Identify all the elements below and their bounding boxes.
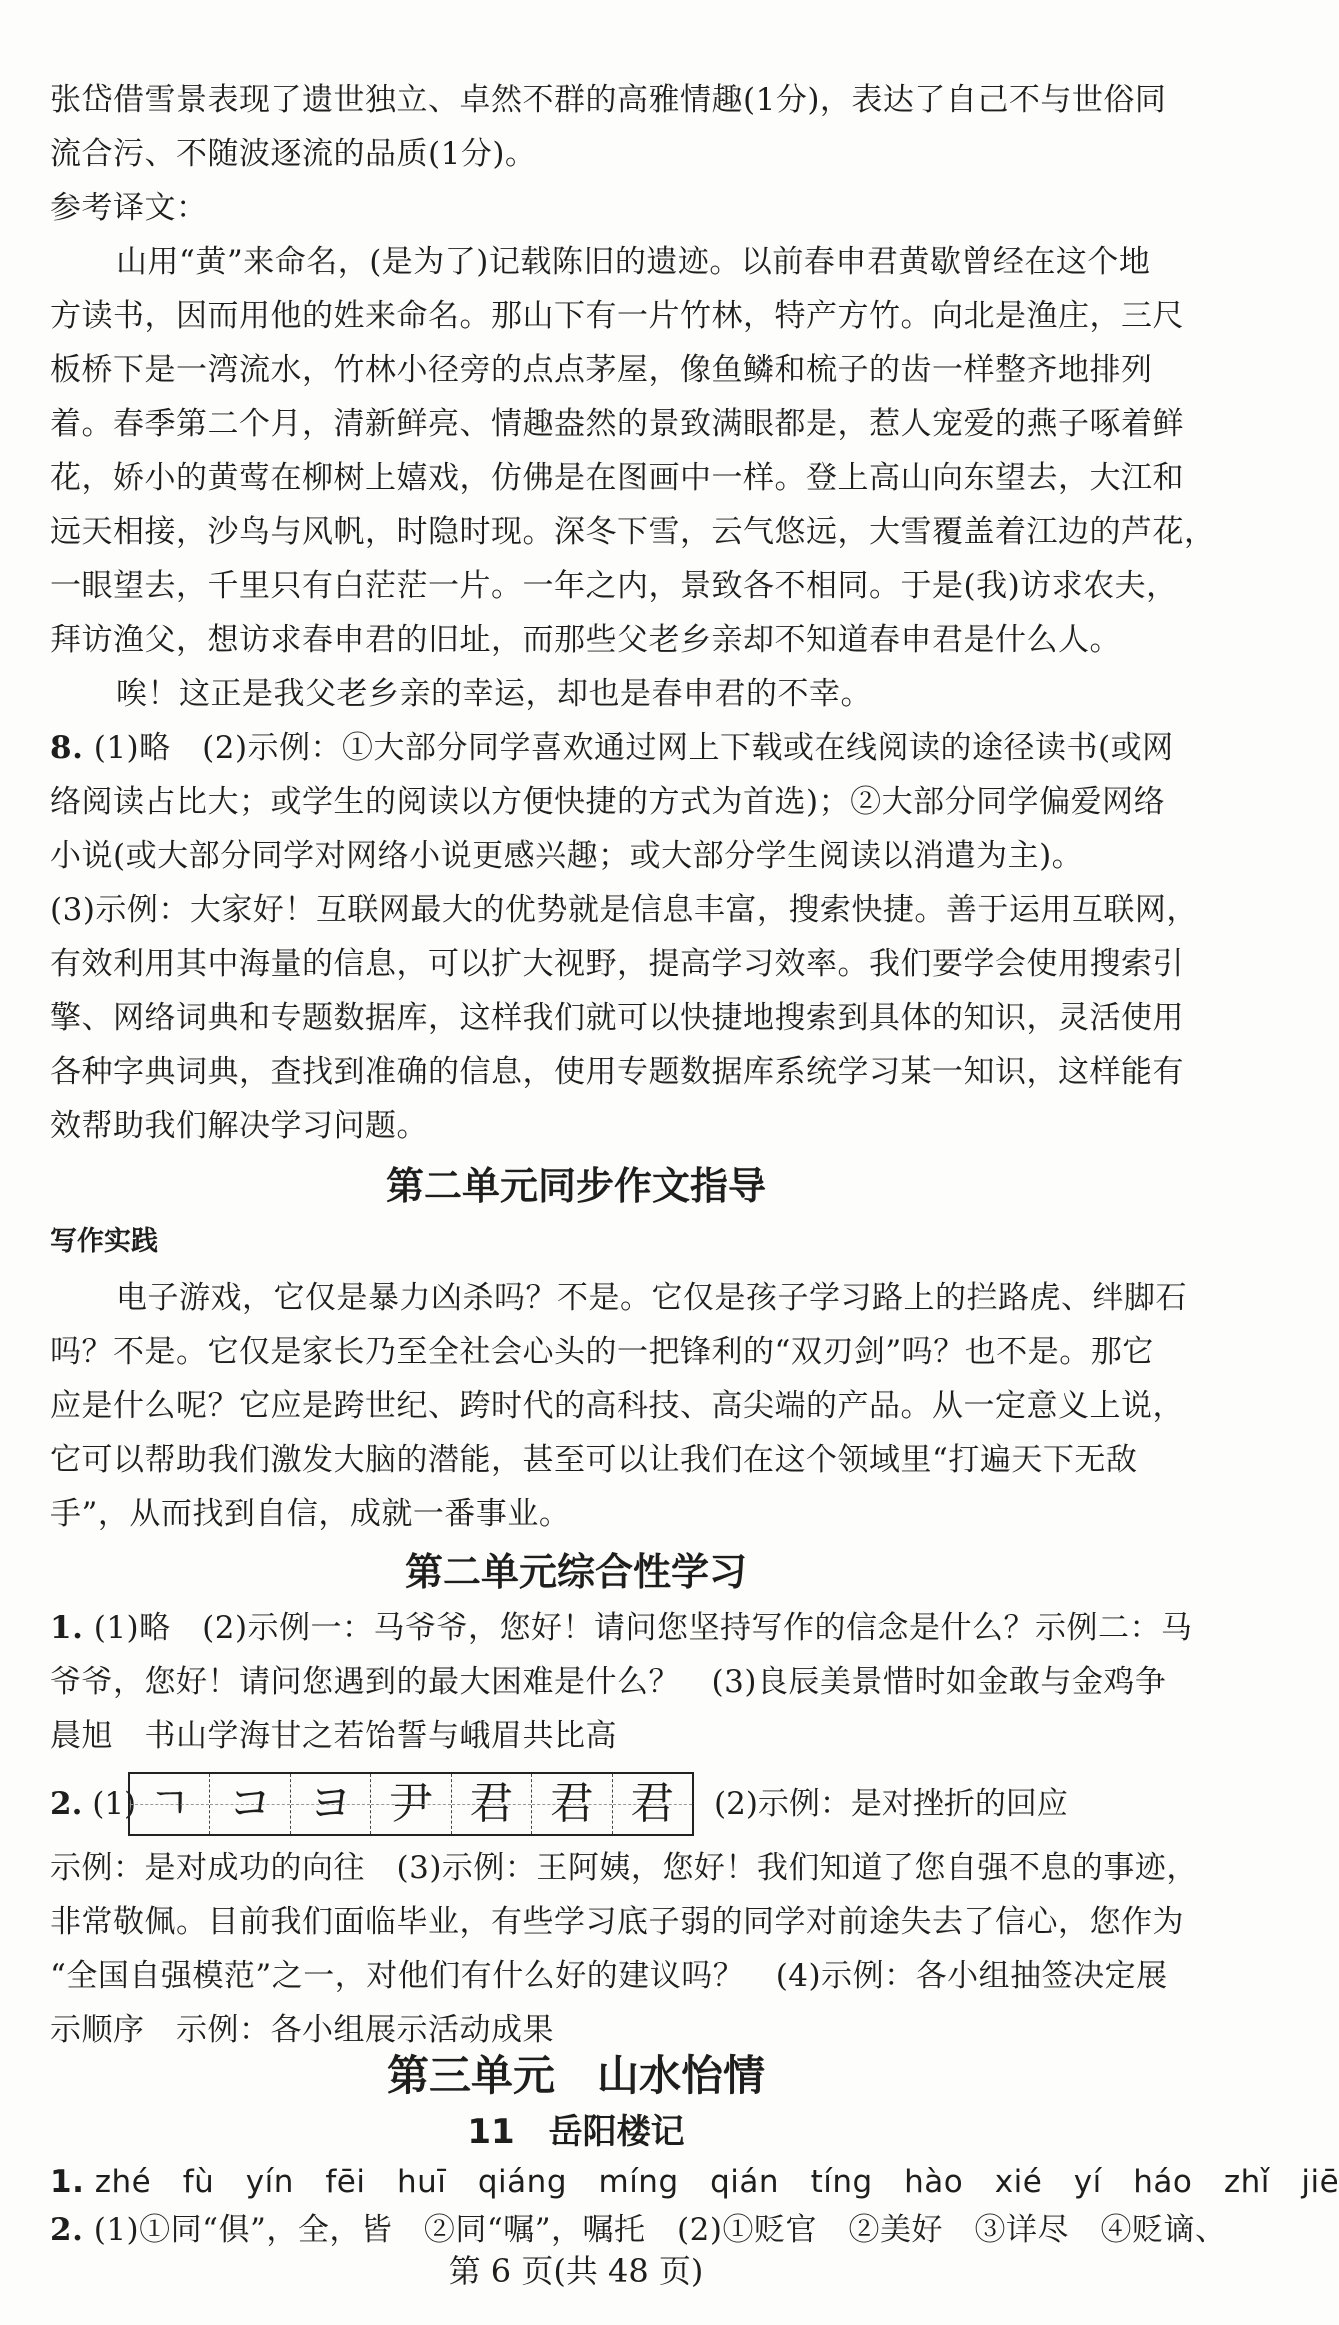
text-line: 擎、网络词典和专题数据库，这样我们就可以快捷地搜索到具体的知识，灵活使用 [50, 1000, 1184, 1036]
pinyin-line: zhé fù yín fēi huī qiáng míng qián tíng hào xié yí háo zhǐ jiē [94, 2164, 1339, 2200]
text-line: 示顺序 示例：各小组展示活动成果 [50, 2012, 554, 2048]
answer-item-8 [50, 726, 1174, 770]
text-line: 晨旭 书山学海甘之若饴誓与峨眉共比高 [50, 1718, 617, 1754]
text-line: 流合污、不随波逐流的品质(1分)。 [50, 136, 537, 172]
text-line: 花，娇小的黄莺在柳树上嬉戏，仿佛是在图画中一样。登上高山向东望去，大江和 [50, 460, 1184, 496]
text-line: (1)①同“俱”，全，皆 ②同“嘱”，嘱托 (2)①贬官 ②美好 ③详尽 ④贬谪、 [93, 2212, 1227, 2248]
text-line: (1)略 (2)示例：①大部分同学喜欢通过网上下载或在线阅读的途径读书(或网 [93, 730, 1174, 766]
text-line: 络阅读占比大；或学生的阅读以方便快捷的方式为首选)；②大部分同学偏爱网络 [50, 784, 1166, 820]
text-line: 它可以帮助我们激发大脑的潜能，甚至可以让我们在这个领域里“打遍天下无敌 [50, 1442, 1138, 1478]
text-line: “全国自强模范”之一，对他们有什么好的建议吗？ (4)示例：各小组抽签决定展 [50, 1958, 1168, 1994]
grid-cell: 君 [532, 1774, 612, 1834]
grid-label [50, 1782, 136, 1826]
text-line: 参考译文： [50, 190, 208, 226]
grid-cell: 尹 [371, 1774, 451, 1834]
text-line: (1)略 (2)示例一：马爷爷，您好！请问您坚持写作的信念是什么？示例二：马 [93, 1610, 1193, 1646]
unit-title: 第三单元 山水怡情 [386, 2051, 765, 2100]
answer-item-1-pinyin [50, 2160, 1339, 2204]
page-footer: 第 6 页(共 48 页) [448, 2252, 704, 2290]
item-number: 1. [50, 1610, 84, 1646]
text-line: 吗？不是。它仅是家长乃至全社会心头的一把锋利的“双刃剑”吗？也不是。那它 [50, 1334, 1154, 1370]
lesson-title: 11 岳阳楼记 [467, 2112, 685, 2152]
text-line: 有效利用其中海量的信息，可以扩大视野，提高学习效率。我们要学会使用搜索引 [50, 946, 1184, 982]
text-line: 一眼望去，千里只有白茫茫一片。一年之内，景致各不相同。于是(我)访求农夫， [50, 568, 1178, 604]
item-number: 2. [50, 1786, 83, 1822]
section-title: 第二单元同步作文指导 [385, 1164, 766, 1208]
text-line: 手”，从而找到自信，成就一番事业。 [50, 1496, 571, 1532]
text-line: 非常敬佩。目前我们面临毕业，有些学习底子弱的同学对前途失去了信心，您作为 [50, 1904, 1184, 1940]
text-line: 着。春季第二个月，清新鲜亮、情趣盎然的景致满眼都是，惹人宠爱的燕子啄着鲜 [50, 406, 1184, 442]
text-line: 小说(或大部分同学对网络小说更感兴趣；或大部分学生阅读以消遣为主)。 [50, 838, 1084, 874]
section-title: 第二单元综合性学习 [404, 1550, 747, 1594]
text-line: 爷爷，您好！请问您遇到的最大困难是什么？ (3)良辰美景惜时如金敢与金鸡争 [50, 1664, 1167, 1700]
text-line: 唉！这正是我父老乡亲的幸运，却也是春申君的不幸。 [116, 676, 872, 712]
text-line: 板桥下是一湾流水，竹林小径旁的点点茅屋，像鱼鳞和梳子的齿一样整齐地排列 [50, 352, 1153, 388]
grid-cell: 君 [613, 1774, 692, 1834]
text-line: 示例：是对成功的向往 (3)示例：王阿姨，您好！我们知道了您自强不息的事迹， [50, 1850, 1198, 1886]
grid-cell: コ [210, 1774, 290, 1834]
grid-cell: 君 [452, 1774, 532, 1834]
grid-cell: ㄱ [130, 1774, 210, 1834]
text-line: 远天相接，沙鸟与风帆，时隐时现。深冬下雪，云气悠远，大雪覆盖着江边的芦花， [50, 514, 1216, 550]
text-line: (2)示例：是对挫折的回应 [714, 1786, 1068, 1822]
text-line: 拜访渔父，想访求春申君的旧址，而那些父老乡亲却不知道春申君是什么人。 [50, 622, 1121, 658]
item-number: 2. [50, 2212, 84, 2248]
text-line: 山用“黄”来命名，(是为了)记载陈旧的遗迹。以前春申君黄歇曾经在这个地 [116, 244, 1151, 280]
text-line: 应是什么呢？它应是跨世纪、跨时代的高科技、高尖端的产品。从一定意义上说， [50, 1388, 1184, 1424]
text-line: 效帮助我们解决学习问题。 [50, 1108, 428, 1144]
item-number: 8. [50, 730, 84, 766]
answer-item-1 [50, 1606, 1193, 1650]
text-line: 电子游戏，它仅是暴力凶杀吗？不是。它仅是孩子学习路上的拦路虎、绊脚石 [116, 1280, 1187, 1316]
grid-cell: ヨ [291, 1774, 371, 1834]
text-line: 各种字典词典，查找到准确的信息，使用专题数据库系统学习某一知识，这样能有 [50, 1054, 1184, 1090]
text-line: 张岱借雪景表现了遗世独立、卓然不群的高雅情趣(1分)，表达了自己不与世俗同 [50, 82, 1167, 118]
item-number: 1. [50, 2164, 85, 2200]
sub-number: (1) [92, 1786, 137, 1822]
subsection-heading: 写作实践 [50, 1226, 158, 1257]
stroke-order-grid [128, 1772, 694, 1836]
text-line: (3)示例：大家好！互联网最大的优势就是信息丰富，搜索快捷。善于运用互联网， [50, 892, 1198, 928]
text-line: 方读书，因而用他的姓来命名。那山下有一片竹林，特产方竹。向北是渔庄，三尺 [50, 298, 1184, 334]
answer-item-2 [50, 2208, 1227, 2252]
